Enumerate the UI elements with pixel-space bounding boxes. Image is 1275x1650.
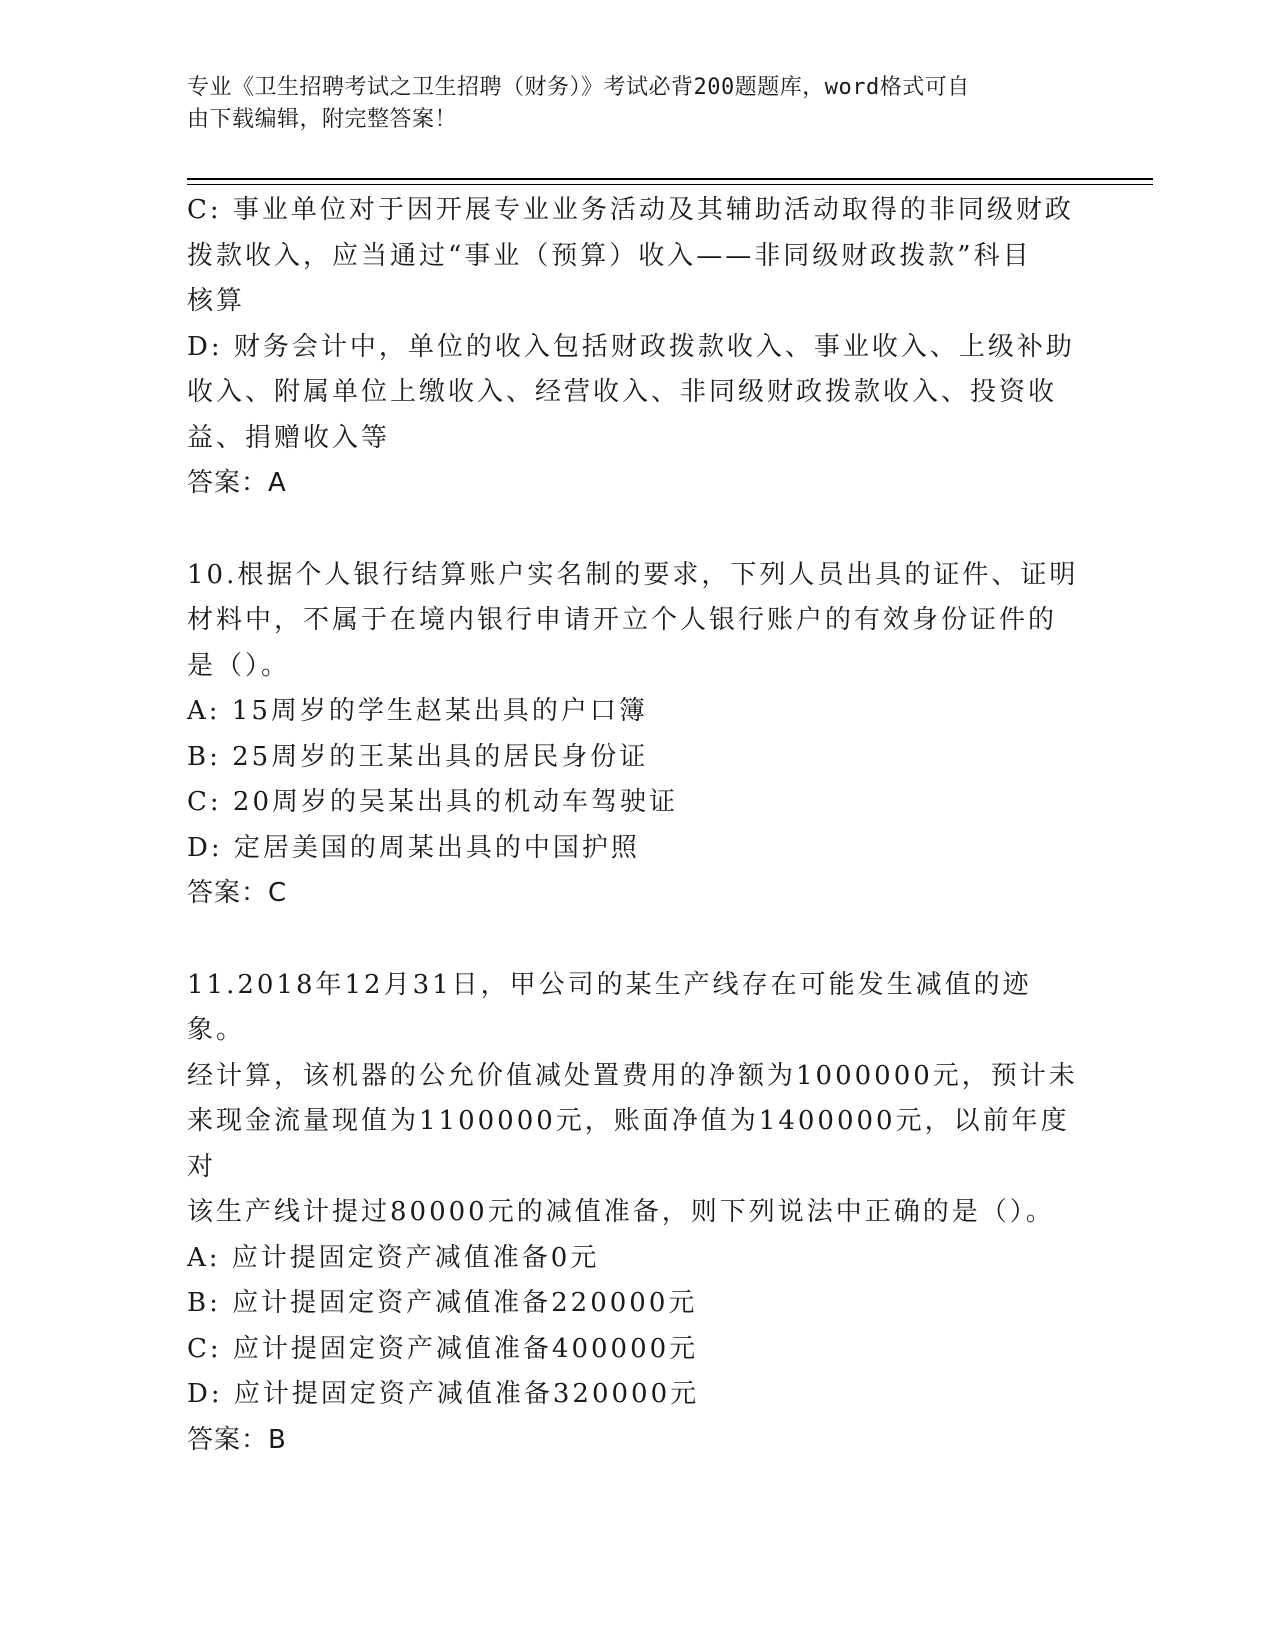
header-divider-thin: [187, 184, 1153, 185]
spacer: [187, 917, 1087, 963]
document-body: [187, 188, 1087, 1463]
option-c-line-3: 核算: [187, 286, 246, 316]
document-header: [187, 72, 1067, 136]
option-d-line-3: 益、捐赠收入等: [187, 422, 391, 453]
header-line-1: 专业《卫生招聘考试之卫生招聘（财务）》考试必背200题题库，word格式可自: [187, 75, 970, 100]
spacer: [187, 507, 1087, 553]
header-divider-thick: [187, 178, 1153, 180]
option-a: A: 应计提固定资产减值准备0元: [187, 1242, 600, 1273]
option-d-line-1: D: 财务会计中，单位的收入包括财政拨款收入、事业收入、上级补助: [187, 331, 1075, 362]
question-stem-line-2: 材料中，不属于在境内银行申请开立个人银行账户的有效身份证件的: [187, 605, 1058, 635]
answer-line: 答案：C: [187, 878, 288, 908]
header-line-2: 由下载编辑，附完整答案！: [187, 107, 458, 132]
question-11-block: [187, 963, 1087, 1464]
option-b: B: 25周岁的王某出具的居民身份证: [187, 741, 649, 772]
option-b: B: 应计提固定资产减值准备220000元: [187, 1288, 698, 1318]
answer-line: 答案：B: [187, 1424, 287, 1455]
question-stem-line-2: 经计算，该机器的公允价值减处置费用的净额为1000000元，预计未: [187, 1060, 1078, 1091]
option-c: C: 20周岁的吴某出具的机动车驾驶证: [187, 787, 679, 817]
question-stem-line-1: 11.2018年12月31日，甲公司的某生产线存在可能发生减值的迹象。: [187, 969, 1032, 1045]
question-stem-line-4: 该生产线计提过80000元的减值准备，则下列说法中正确的是（）。: [187, 1197, 1055, 1227]
question-stem-line-3: 是（）。: [187, 650, 291, 681]
question-10-block: [187, 553, 1087, 917]
option-c-line-2: 拨款收入，应当通过“事业（预算）收入——非同级财政拨款”科目: [187, 240, 1032, 271]
option-d: D: 应计提固定资产减值准备320000元: [187, 1379, 700, 1409]
option-c-line-1: C: 事业单位对于因开展专业业务活动及其辅助活动取得的非同级财政: [187, 195, 1074, 225]
option-a: A: 15周岁的学生赵某出具的户口簿: [187, 696, 648, 726]
question-stem-line-1: 10.根据个人银行结算账户实名制的要求，下列人员出具的证件、证明: [187, 559, 1079, 590]
previous-question-block: [187, 188, 1087, 507]
question-stem-line-3: 来现金流量现值为1100000元，账面净值为1400000元，以前年度对: [187, 1106, 1070, 1182]
answer-line: 答案：A: [187, 468, 287, 498]
option-d: D: 定居美国的周某出具的中国护照: [187, 832, 640, 863]
option-c: C: 应计提固定资产减值准备400000元: [187, 1333, 699, 1364]
option-d-line-2: 收入、附属单位上缴收入、经营收入、非同级财政拨款收入、投资收: [187, 377, 1058, 407]
